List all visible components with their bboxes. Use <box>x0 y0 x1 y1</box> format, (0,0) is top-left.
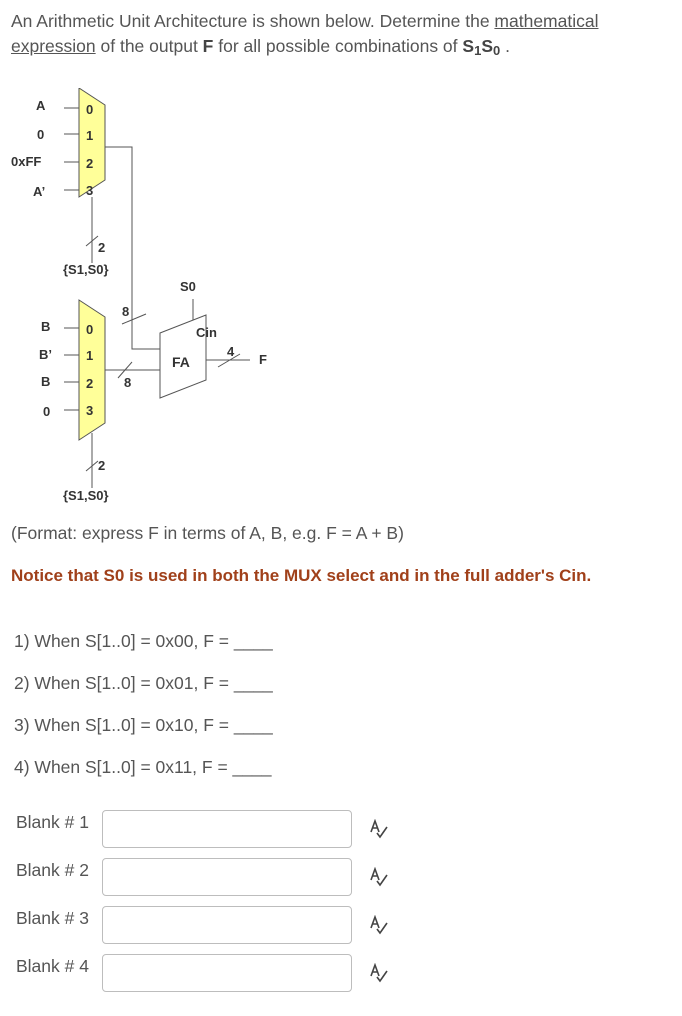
output-f-label: F <box>259 352 267 367</box>
blank-3-label: Blank # 3 <box>16 908 89 928</box>
blank-4-input[interactable] <box>102 954 352 992</box>
mathematical-expression-link: mathematical expression <box>11 11 599 56</box>
bus-width-mid: 8 <box>124 375 132 390</box>
output-width: 4 <box>227 344 235 359</box>
output-f-label: F <box>202 36 214 56</box>
mux1-port-2: 2 <box>86 156 94 171</box>
mux1-select-label: {S1,S0} <box>63 262 109 277</box>
mux1-input-0xff: 0xFF <box>11 154 42 169</box>
blank-3-input[interactable] <box>102 906 352 944</box>
mux1-port-0: 0 <box>86 102 94 117</box>
format-instructions: (Format: express F in terms of A, B, e.g. F = A + B) <box>11 523 404 543</box>
mux2-input-b: B <box>41 319 51 334</box>
intro-text-start: An Arithmetic Unit Architecture is shown below. Determine the <box>11 11 495 31</box>
mux2-port-0: 0 <box>86 322 94 337</box>
mux2-shape <box>79 300 105 440</box>
arithmetic-unit-diagram <box>0 88 300 508</box>
blank-1-label: Blank # 1 <box>16 812 89 832</box>
select-signals: $S_1S_0$ <box>462 36 501 58</box>
spellcheck-icon[interactable] <box>369 819 389 839</box>
intro-text-end: . <box>500 36 510 56</box>
spellcheck-icon[interactable] <box>369 915 389 935</box>
question-3: 3) When S[1..0] = 0x10, F = ____ <box>14 715 273 735</box>
intro-text-mid: of the output <box>95 36 203 56</box>
mux1-input-0: 0 <box>37 127 45 142</box>
mux2-select-label: {S1,S0} <box>63 488 109 503</box>
mux1-port-3: 3 <box>86 183 94 198</box>
question-1: 1) When S[1..0] = 0x00, F = ____ <box>14 631 273 651</box>
mux1-input-a-prime: A’ <box>33 184 46 199</box>
mux2-port-2: 2 <box>86 376 94 391</box>
cin-label: Cin <box>196 325 217 340</box>
mux1-input-a: A <box>36 98 46 113</box>
mux2-input-b-prime: B’ <box>39 347 52 362</box>
blank-2-input[interactable] <box>102 858 352 896</box>
notice-text: Notice that S0 is used in both the MUX select and in the full adder's Cin. <box>11 566 592 585</box>
question-intro <box>11 9 676 63</box>
blank-1-input[interactable] <box>102 810 352 848</box>
s0-label: S0 <box>180 279 196 294</box>
mux1-select-width: 2 <box>98 240 106 255</box>
spellcheck-icon[interactable] <box>369 867 389 887</box>
mux2-port-3: 3 <box>86 403 94 418</box>
blank-2-label: Blank # 2 <box>16 860 89 880</box>
mux2-select-width: 2 <box>98 458 106 473</box>
mux2-port-1: 1 <box>86 348 94 363</box>
intro-text-after: for all possible combinations of <box>213 36 463 56</box>
bus-width-top: 8 <box>122 304 130 319</box>
spellcheck-icon[interactable] <box>369 963 389 983</box>
mux2-input-0: 0 <box>43 404 51 419</box>
blank-4-label: Blank # 4 <box>16 956 89 976</box>
mux2-input-b-2: B <box>41 374 51 389</box>
question-4: 4) When S[1..0] = 0x11, F = ____ <box>14 757 272 777</box>
question-2: 2) When S[1..0] = 0x01, F = ____ <box>14 673 273 693</box>
full-adder-label: FA <box>172 354 190 370</box>
mux1-port-1: 1 <box>86 128 94 143</box>
